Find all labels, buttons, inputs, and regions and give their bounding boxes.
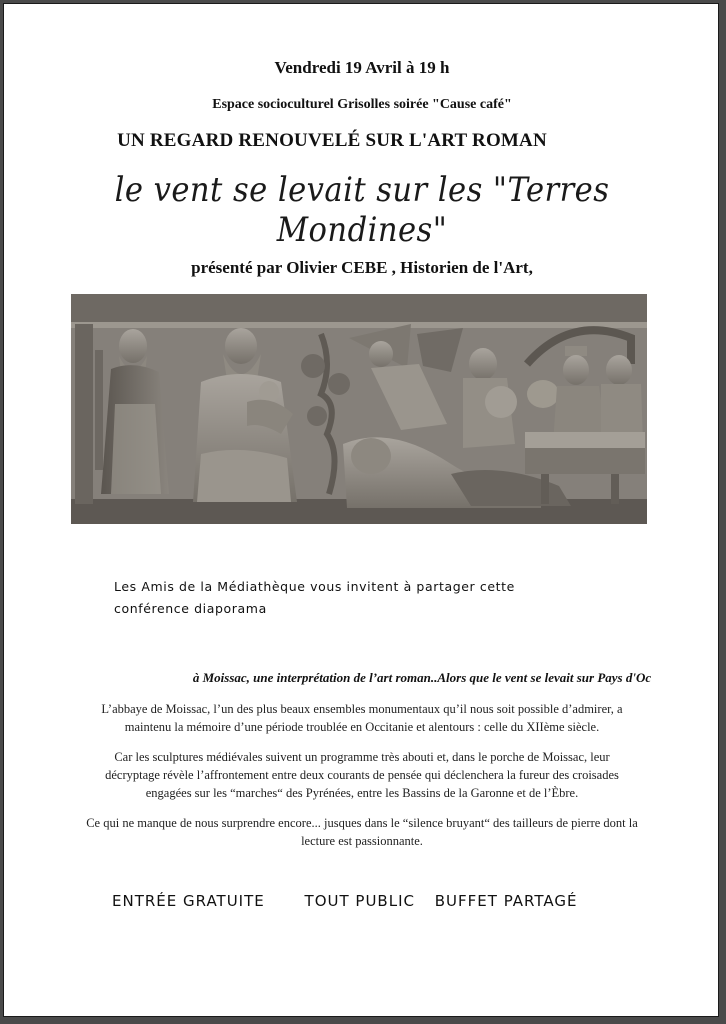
paragraph-line: Ce qui ne manque de nous surprendre encore... jusques dans le “silence bruyant“ des tailleurs de pierre dont la: [86, 816, 638, 830]
event-date: Vendredi 19 Avril à 19 h: [274, 58, 450, 77]
event-subtitle: le vent se levait sur les "Terres Mondines": [114, 170, 610, 250]
relief-illustration: [71, 294, 647, 524]
paragraph-line: décryptage révèle l’affrontement entre deux courants de pensée qui déclenchera la fureur des croisades: [105, 768, 619, 782]
romanesque-relief-photo: [71, 294, 647, 524]
paragraph-line: maintenu la mémoire d’une période troublée en Occitanie et alentours : celle du XIIème siècle.: [124, 720, 600, 734]
article-paragraph: [54, 700, 670, 736]
event-venue: Espace socioculturel Grisolles soirée "Cause café": [212, 97, 512, 112]
poster-page: [3, 3, 719, 1017]
event-headline: UN REGARD RENOUVELÉ SUR L'ART ROMAN: [117, 130, 547, 151]
paragraph-line: engagées sur les “marches“ des Pyrénées, entre les Bassins de la Garonne et de l’Èbre.: [145, 786, 579, 800]
event-presenter: présenté par Olivier CEBE , Historien de l'Art,: [191, 258, 533, 277]
invitation-line: conférence diaporama: [114, 601, 267, 616]
paragraph-line: Car les sculptures médiévales suivent un programme très abouti et, dans le porche de Moissac, leur: [114, 750, 610, 764]
article-paragraph: [54, 814, 670, 850]
paragraph-line: lecture est passionnante.: [301, 834, 423, 848]
footer-info: [112, 892, 577, 910]
paragraph-line: L’abbaye de Moissac, l’un des plus beaux ensembles monumentaux qu’il nous soit possible d’admirer, a: [101, 702, 623, 716]
article-lead: à Moissac, une interprétation de l’art roman..Alors que le vent se levait sur Pays d'Oc: [192, 670, 652, 685]
free-entry-label: ENTRÉE GRATUITE: [112, 892, 265, 910]
buffet-label: BUFFET PARTAGÉ: [434, 892, 578, 910]
audience-label: TOUT PUBLIC: [304, 892, 415, 910]
article-paragraph: [54, 748, 670, 802]
invitation-text: [114, 576, 515, 620]
invitation-line: Les Amis de la Médiathèque vous invitent à partager cette: [114, 579, 515, 594]
